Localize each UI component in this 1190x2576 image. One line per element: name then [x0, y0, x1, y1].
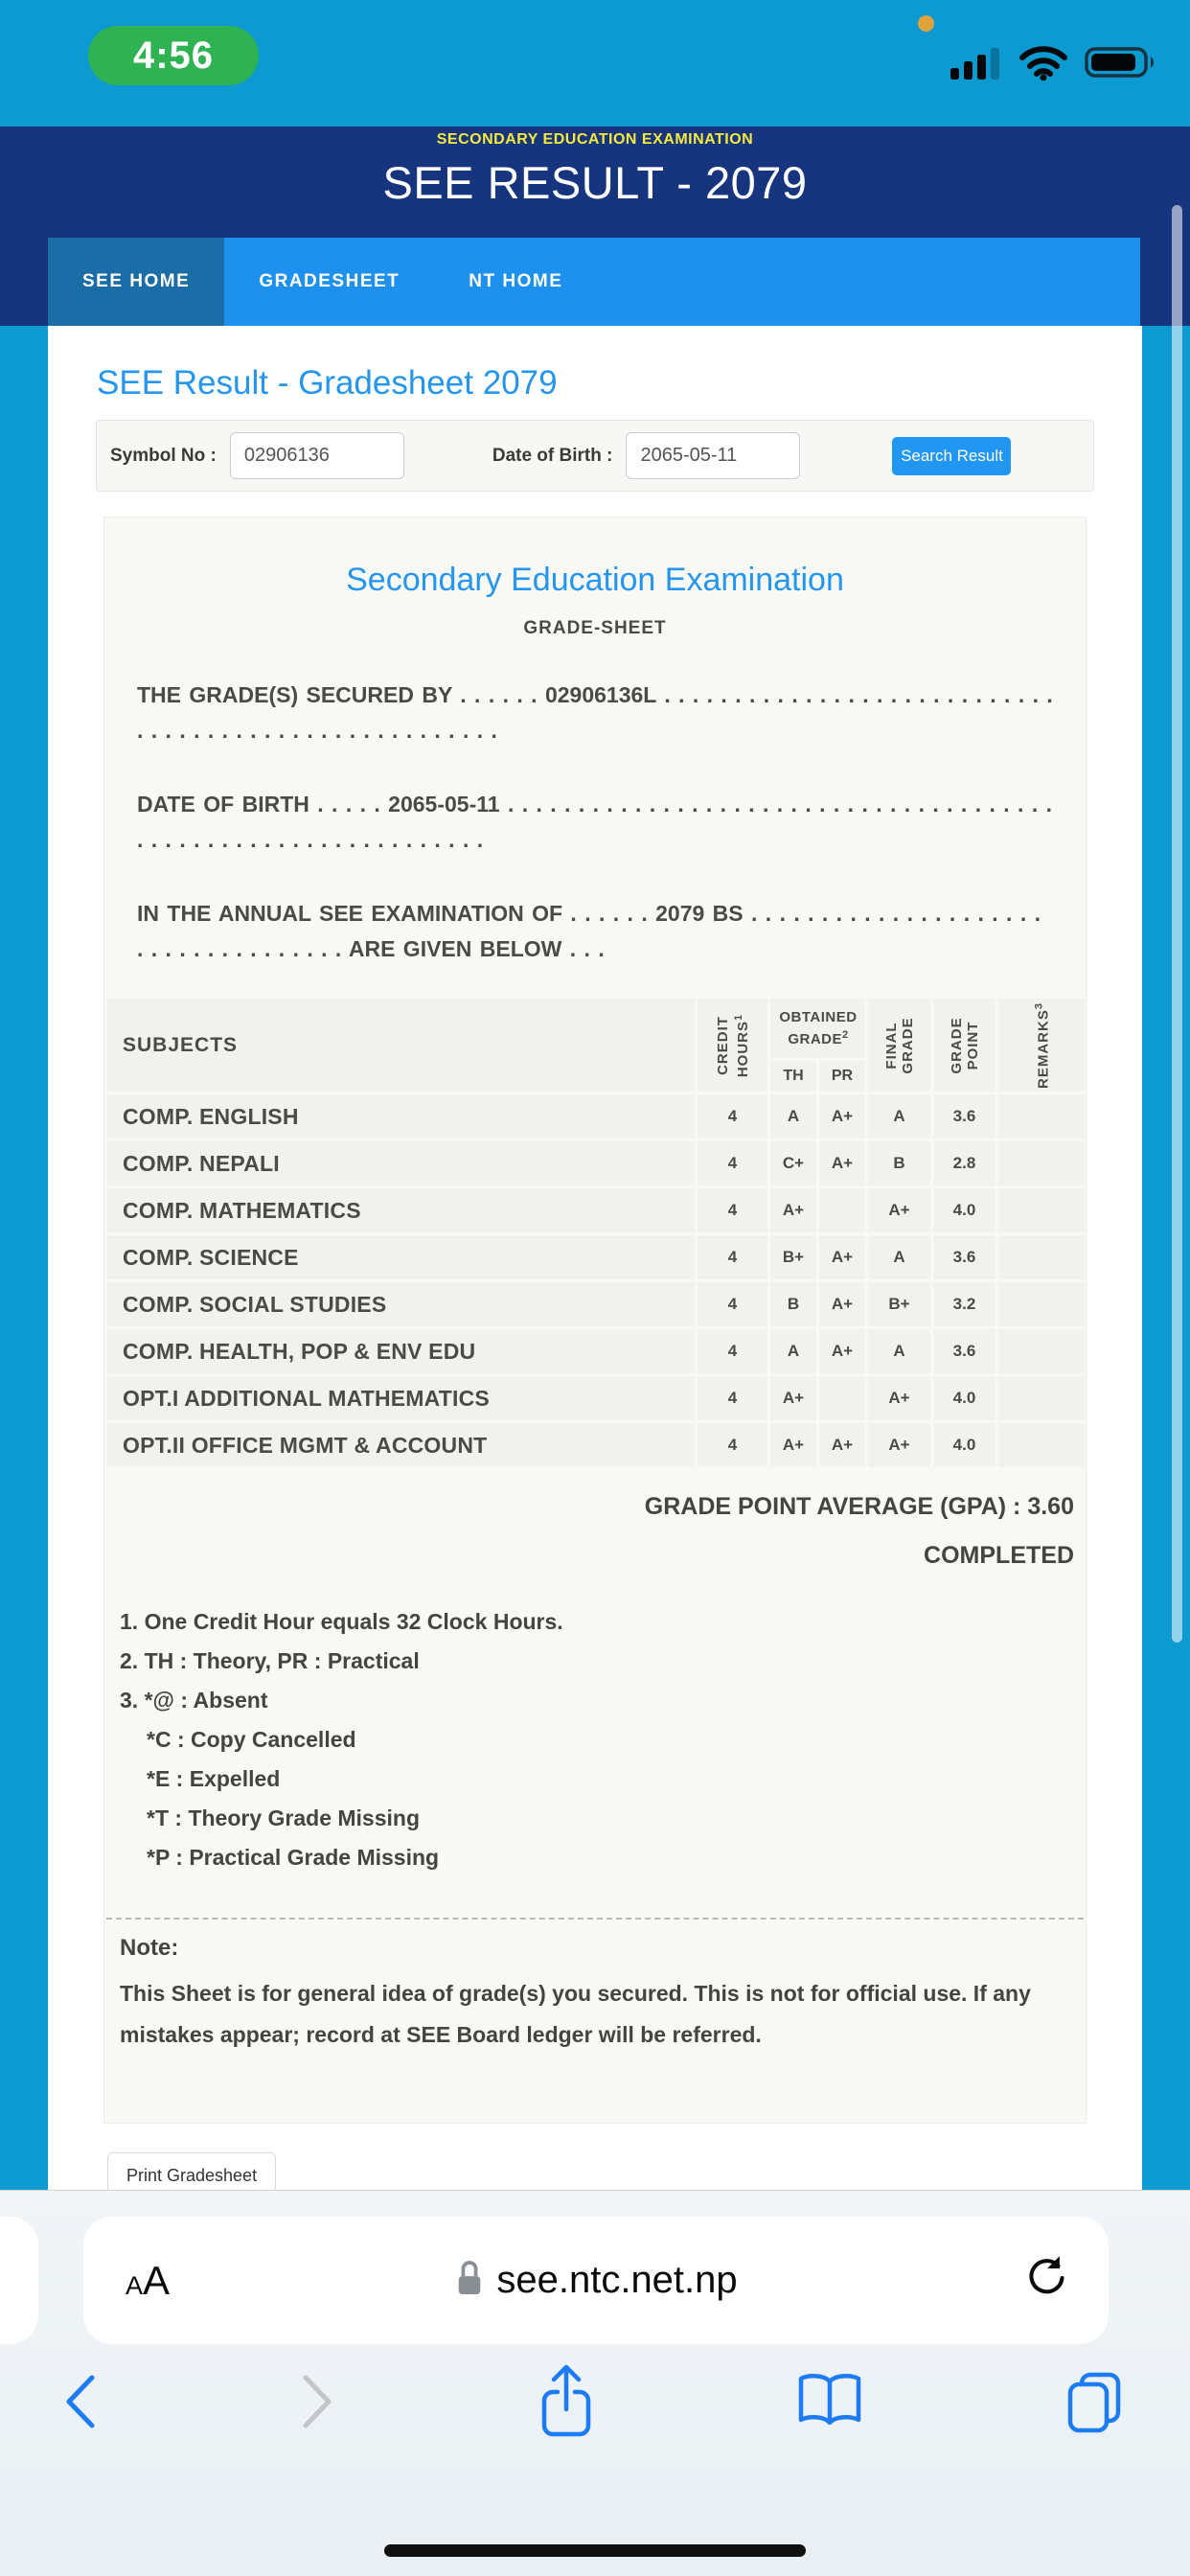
cell-pr-grade: [819, 1376, 865, 1420]
cell-th-grade: A: [770, 1094, 816, 1138]
footnote-line: 2. TH : Theory, PR : Practical: [120, 1648, 420, 1673]
cell-credit: 4: [698, 1188, 767, 1232]
cell-subject: OPT.II OFFICE MGMT & ACCOUNT: [107, 1423, 695, 1467]
search-result-button[interactable]: Search Result: [892, 437, 1011, 475]
result-status: COMPLETED: [924, 1542, 1074, 1569]
cell-credit: 4: [698, 1141, 767, 1185]
status-time: 4:56: [132, 34, 215, 77]
nav-tab[interactable]: NT HOME: [469, 271, 563, 291]
reader-text-size-button[interactable]: A A: [126, 2257, 171, 2303]
print-gradesheet-button[interactable]: Print Gradesheet: [107, 2152, 276, 2190]
cell-subject: OPT.I ADDITIONAL MATHEMATICS: [107, 1376, 695, 1420]
cell-pr-grade: A+: [819, 1094, 865, 1138]
reload-button[interactable]: [1022, 2254, 1070, 2307]
time-pill[interactable]: [88, 26, 259, 85]
status-bar: [0, 0, 1190, 126]
footnote-line: *E : Expelled: [147, 1766, 281, 1791]
cell-th-grade: A: [770, 1329, 816, 1373]
cellular-signal-icon: [950, 45, 1002, 84]
cell-pr-grade: A+: [819, 1423, 865, 1467]
dob-label: Date of Birth :: [492, 445, 613, 466]
cell-pr-grade: A+: [819, 1235, 865, 1279]
table-row: [107, 1235, 1085, 1279]
header-title: SEE RESULT - 2079: [382, 157, 808, 208]
cell-pr-grade: A+: [819, 1329, 865, 1373]
site-header: [0, 126, 1190, 326]
col-header-th: TH: [770, 1061, 816, 1092]
cell-subject: COMP. SCIENCE: [107, 1235, 695, 1279]
col-header-remarks: REMARKS$^3$: [998, 999, 1085, 1092]
wifi-icon: [1018, 44, 1068, 85]
forward-button[interactable]: [298, 2372, 338, 2436]
lock-icon: [454, 2257, 485, 2304]
cell-subject: COMP. ENGLISH: [107, 1094, 695, 1138]
cell-remarks: [998, 1282, 1085, 1326]
gpa-line: GRADE POINT AVERAGE (GPA) : 3.60: [644, 1493, 1074, 1520]
table-row: [107, 1188, 1085, 1232]
cell-th-grade: C+: [770, 1141, 816, 1185]
cell-final-grade: A: [868, 1235, 930, 1279]
footnote-line: 1. One Credit Hour equals 32 Clock Hours.: [120, 1609, 563, 1634]
cell-grade-point: 4.0: [933, 1376, 995, 1420]
col-header-grade-point: GRADE POINT: [933, 999, 995, 1092]
tabs-icon[interactable]: [1064, 2370, 1125, 2438]
cell-remarks: [998, 1423, 1085, 1467]
col-header-obtained-grade: OBTAINED GRADE$^2$: [770, 999, 865, 1058]
cell-remarks: [998, 1094, 1085, 1138]
date-of-birth-line: DATE OF BIRTH . . . . . 2065-05-11 . . . . . . . . . . . . . . . . . . . . . . . . . . . . . . . . . . . . . . . . . . . . . . . . . . . . . . . . . . . . . . . .: [137, 792, 1052, 852]
page-body: [48, 326, 1142, 2190]
cell-credit: 4: [698, 1376, 767, 1420]
page-title: SEE Result - Gradesheet 2079: [97, 364, 558, 402]
dob-input[interactable]: [626, 432, 800, 479]
cell-credit: 4: [698, 1329, 767, 1373]
symbol-no-input[interactable]: [230, 432, 404, 479]
table-row: [107, 1329, 1085, 1373]
cell-remarks: [998, 1329, 1085, 1373]
safari-toolbar: [0, 2361, 1190, 2447]
header-supertitle: SECONDARY EDUCATION EXAMINATION: [436, 131, 754, 148]
cell-remarks: [998, 1188, 1085, 1232]
secured-by-line: THE GRADE(S) SECURED BY . . . . . . 02906136L . . . . . . . . . . . . . . . . . . . . . . . . . . . . . . . . . . . . . . . . . . . . . . . . . . . . . .: [137, 682, 1053, 743]
cell-remarks: [998, 1235, 1085, 1279]
cell-grade-point: 3.6: [933, 1094, 995, 1138]
battery-icon: [1085, 45, 1159, 84]
bookmarks-icon[interactable]: [794, 2372, 865, 2436]
previous-tab-peek[interactable]: [0, 2217, 38, 2344]
table-row: [107, 1141, 1085, 1185]
col-header-subjects: SUBJECTS: [107, 999, 695, 1092]
cell-grade-point: 3.6: [933, 1235, 995, 1279]
status-icons: [950, 44, 1159, 85]
cell-final-grade: A+: [868, 1188, 930, 1232]
col-header-final-grade: FINAL GRADE: [868, 999, 930, 1092]
cell-pr-grade: [819, 1188, 865, 1232]
nav-tab[interactable]: SEE HOME: [48, 238, 224, 326]
footnote-line: 3. *@ : Absent: [120, 1688, 268, 1713]
note-text: This Sheet is for general idea of grade(s) you secured. This is not for official use. If any mistakes appear; record at SEE Board ledger will be referred.: [120, 1981, 1031, 2047]
gradesheet-org-title: Secondary Education Examination: [346, 562, 844, 598]
search-form: [96, 420, 1094, 492]
page-content: [0, 326, 1190, 2190]
back-button[interactable]: [59, 2372, 100, 2436]
cell-pr-grade: A+: [819, 1282, 865, 1326]
address-bar[interactable]: [83, 2217, 1109, 2344]
cell-final-grade: A+: [868, 1376, 930, 1420]
cell-final-grade: B+: [868, 1282, 930, 1326]
safari-bottom-bar: [0, 2190, 1190, 2576]
grades-table: [104, 996, 1087, 1470]
gradesheet-doc-type: GRADE-SHEET: [523, 618, 667, 638]
cell-final-grade: A: [868, 1329, 930, 1373]
cell-th-grade: A+: [770, 1423, 816, 1467]
cell-final-grade: B: [868, 1141, 930, 1185]
exam-year-line: IN THE ANNUAL SEE EXAMINATION OF . . . . . . 2079 BS . . . . . . . . . . . . . . . . . . . . . . . . . . . . . . . . . . . . ARE GIVEN BELOW . . .: [137, 901, 1041, 961]
cell-subject: COMP. SOCIAL STUDIES: [107, 1282, 695, 1326]
cell-credit: 4: [698, 1423, 767, 1467]
cell-grade-point: 4.0: [933, 1188, 995, 1232]
table-row: [107, 1423, 1085, 1467]
cell-th-grade: B+: [770, 1235, 816, 1279]
table-row: [107, 1094, 1085, 1138]
scrollbar[interactable]: [1172, 205, 1182, 1643]
table-row: [107, 1376, 1085, 1420]
gradesheet-card: [103, 517, 1087, 2124]
cell-subject: COMP. HEALTH, POP & ENV EDU: [107, 1329, 695, 1373]
cell-pr-grade: A+: [819, 1141, 865, 1185]
dashed-divider: [106, 1918, 1084, 1920]
cell-credit: 4: [698, 1094, 767, 1138]
cell-final-grade: A+: [868, 1423, 930, 1467]
cell-subject: COMP. MATHEMATICS: [107, 1188, 695, 1232]
cell-credit: 4: [698, 1235, 767, 1279]
note-label: Note:: [120, 1935, 179, 1961]
footnote-line: *C : Copy Cancelled: [147, 1727, 356, 1752]
cell-credit: 4: [698, 1282, 767, 1326]
cell-grade-point: 2.8: [933, 1141, 995, 1185]
cell-th-grade: B: [770, 1282, 816, 1326]
cell-th-grade: A+: [770, 1188, 816, 1232]
footnote-line: *P : Practical Grade Missing: [147, 1845, 440, 1870]
cell-th-grade: A+: [770, 1376, 816, 1420]
cell-grade-point: 3.6: [933, 1329, 995, 1373]
col-header-pr: PR: [819, 1061, 865, 1092]
cell-remarks: [998, 1376, 1085, 1420]
cell-grade-point: 4.0: [933, 1423, 995, 1467]
col-header-credit-hours: CREDIT HOURS$^1$: [698, 999, 767, 1092]
cell-final-grade: A: [868, 1094, 930, 1138]
cell-subject: COMP. NEPALI: [107, 1141, 695, 1185]
recording-indicator-dot: [918, 15, 934, 32]
footnotes: [120, 1602, 1086, 1877]
cell-remarks: [998, 1141, 1085, 1185]
home-indicator[interactable]: [384, 2544, 806, 2557]
table-row: [107, 1282, 1085, 1326]
symbol-no-label: Symbol No :: [110, 445, 217, 466]
cell-grade-point: 3.2: [933, 1282, 995, 1326]
url-text: see.ntc.net.np: [496, 2259, 738, 2301]
navbar: [48, 238, 1140, 326]
share-icon[interactable]: [537, 2361, 596, 2447]
footnote-line: *T : Theory Grade Missing: [147, 1806, 420, 1830]
nav-tab[interactable]: GRADESHEET: [259, 271, 400, 291]
